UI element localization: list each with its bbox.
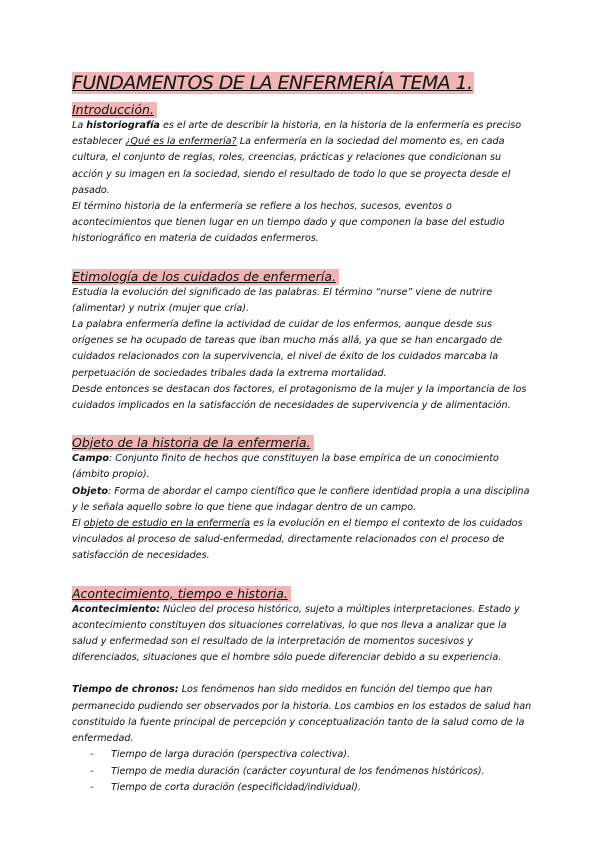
- paragraph: Campo: Conjunto finito de hechos que constituyen la base empírica de un conocimiento (ámbito propio).: [72, 453, 499, 481]
- section-etimologia: [72, 266, 532, 415]
- section-heading: Objeto de la historia de la enfermería.: [72, 435, 314, 451]
- section-objeto: [72, 432, 532, 564]
- paragraph: El objeto de estudio en la enfermería es la evolución en el tiempo el contexto de los cuidados vinculados al proceso de salud-enfermedad, directamente relacionados con el proceso de satisfacción de necesidades.: [72, 518, 523, 562]
- section-acontecimiento: [72, 583, 532, 796]
- paragraph: La historiografía es el arte de describir la historia, en la historia de la enfermería es preciso establecer ¿Qué es la enfermería? La enfermería en la sociedad del momento es, en cada cultura, el conjunto de reglas, roles, creencias, prácticas y relaciones que condicionan su acción y su imagen en la sociedad, siendo el resultado de todo lo que se proyecta desde el pasado.: [72, 120, 522, 196]
- section-heading: Acontecimiento, tiempo e historia.: [72, 586, 291, 602]
- paragraph: Tiempo de chronos: Los fenómenos han sido medidos en función del tiempo que han permanecido pudiendo ser observados por la historia. Los cambios en los estados de salud han constituido la fuente principal de percepción y conceptualización tanto de la salud como de la enfermedad.: [72, 684, 532, 745]
- section-heading: Introducción.: [72, 102, 157, 118]
- document-title: FUNDAMENTOS DE LA ENFERMERÍA TEMA 1.: [72, 72, 473, 94]
- paragraph: Acontecimiento: Núcleo del proceso histórico, sujeto a múltiples interpretaciones. Estado y acontecimiento constituyen dos situaciones correlativas, lo que nos lleva a analizar que la salud y enfermedad son el resultado de la interpretación de momentos sucesivos y diferenciados, situaciones que el hombre sólo puede diferenciar debido a su experiencia.: [72, 603, 520, 664]
- document-page: [72, 72, 532, 796]
- list-item: - Tiempo de corta duración (especificidad/individual).: [90, 781, 361, 793]
- paragraph: Desde entonces se destacan dos factores, el protagonismo de la mujer y la importancia de los cuidados implicados en la satisfacción de necesidades de supervivencia y de alimentación.: [72, 383, 527, 412]
- list-item: - Tiempo de media duración (carácter coyuntural de los fenómenos históricos).: [90, 765, 485, 777]
- section-introduccion: [72, 99, 532, 248]
- duration-list: [72, 747, 532, 796]
- paragraph: Objeto: Forma de abordar el campo científico que le confiere identidad propia a una disciplina y le señala aquello sobre lo que tiene que indagar dentro de un campo.: [72, 485, 530, 513]
- paragraph: La palabra enfermería define la actividad de cuidar de los enfermos, aunque desde sus orígenes se ha ocupado de tareas que iban mucho más allá, ya que se han encargado de cuidados relacionados con la supervivencia, el nivel de éxito de los cuidados marcaba la perpetuación de sociedades tribales dada la extrema mortalidad.: [72, 319, 502, 379]
- paragraph: Estudia la evolución del significado de las palabras. El término “nurse” viene de nutrire (alimentar) y nutrix (mujer que cría).: [72, 286, 493, 314]
- list-item: - Tiempo de larga duración (perspectiva colectiva).: [90, 749, 351, 761]
- section-heading: Etimología de los cuidados de enfermería.: [72, 269, 339, 285]
- paragraph: El término historia de la enfermería se refiere a los hechos, sucesos, eventos o acontecimientos que tienen lugar en un tiempo dado y que componen la base del estudio historiográfico en materia de cuidados enfermeros.: [72, 201, 505, 245]
